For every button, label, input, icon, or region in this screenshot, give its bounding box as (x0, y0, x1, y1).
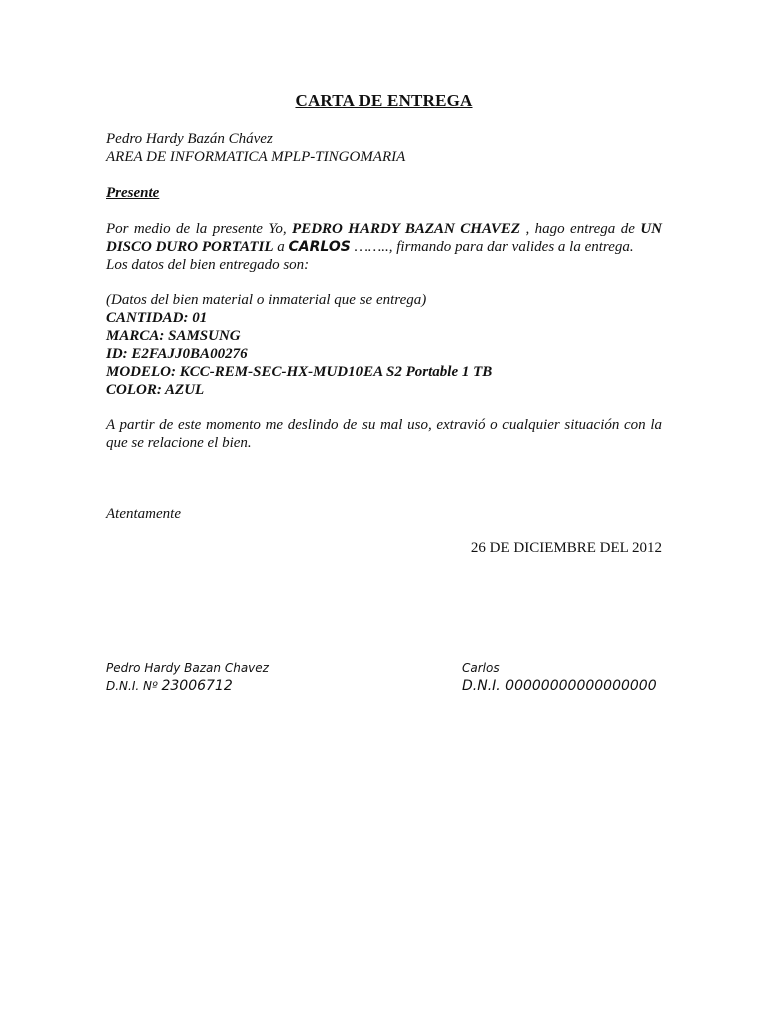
item-details (106, 291, 662, 399)
item-cantidad: CANTIDAD: 01 (106, 310, 208, 326)
delivery-paragraph (106, 220, 662, 274)
disclaimer-paragraph: A partir de este momento me deslindo de su mal uso, extravió o cualquier situación con la que se relacione el bien. (106, 417, 662, 451)
item-color: COLOR: AZUL (106, 382, 205, 398)
sender-department: AREA DE INFORMATICA MPLP-TINGOMARIA (106, 149, 406, 165)
giver-name: PEDRO HARDY BAZAN CHAVEZ (292, 221, 521, 237)
closing: Atentamente (106, 506, 181, 522)
document-title: CARTA DE ENTREGA (295, 91, 473, 110)
para1-intro: Por medio de la presente Yo, (106, 221, 293, 237)
para1-end: …….., firmando para dar valides a la entrega. (350, 239, 634, 255)
dni-number: 23006712 (161, 678, 233, 694)
item-marca: MARCA: SAMSUNG (106, 328, 241, 344)
para1-mid: , hago entrega de (520, 221, 641, 237)
para1-connector: a (273, 239, 289, 255)
para1-line2: Los datos del bien entregado son: (106, 257, 310, 273)
signer-left-dni (106, 676, 269, 696)
signer-left-name: Pedro Hardy Bazan Chavez (106, 661, 269, 675)
delivered-item: UN DISCO DURO PORTATIL (106, 221, 662, 255)
item-note: (Datos del bien material o inmaterial que se entrega) (106, 292, 427, 308)
item-id: ID: E2FAJJ0BA00276 (106, 346, 248, 362)
letter-date: 26 DE DICIEMBRE DEL 2012 (470, 540, 662, 556)
receiver-name: CARLOS (288, 239, 351, 255)
item-modelo: MODELO: KCC-REM-SEC-HX-MUD10EA S2 Portable 1 TB (106, 364, 493, 380)
signature-right (462, 660, 657, 696)
signer-right-name: Carlos (462, 661, 500, 675)
sender-block (106, 130, 662, 166)
signer-right-dni: D.N.I. 00000000000000000 (462, 678, 657, 694)
dni-label: D.N.I. Nº (106, 679, 162, 693)
sender-name: Pedro Hardy Bazán Chávez (106, 131, 273, 147)
signature-left (106, 660, 269, 696)
salutation: Presente (106, 185, 160, 201)
